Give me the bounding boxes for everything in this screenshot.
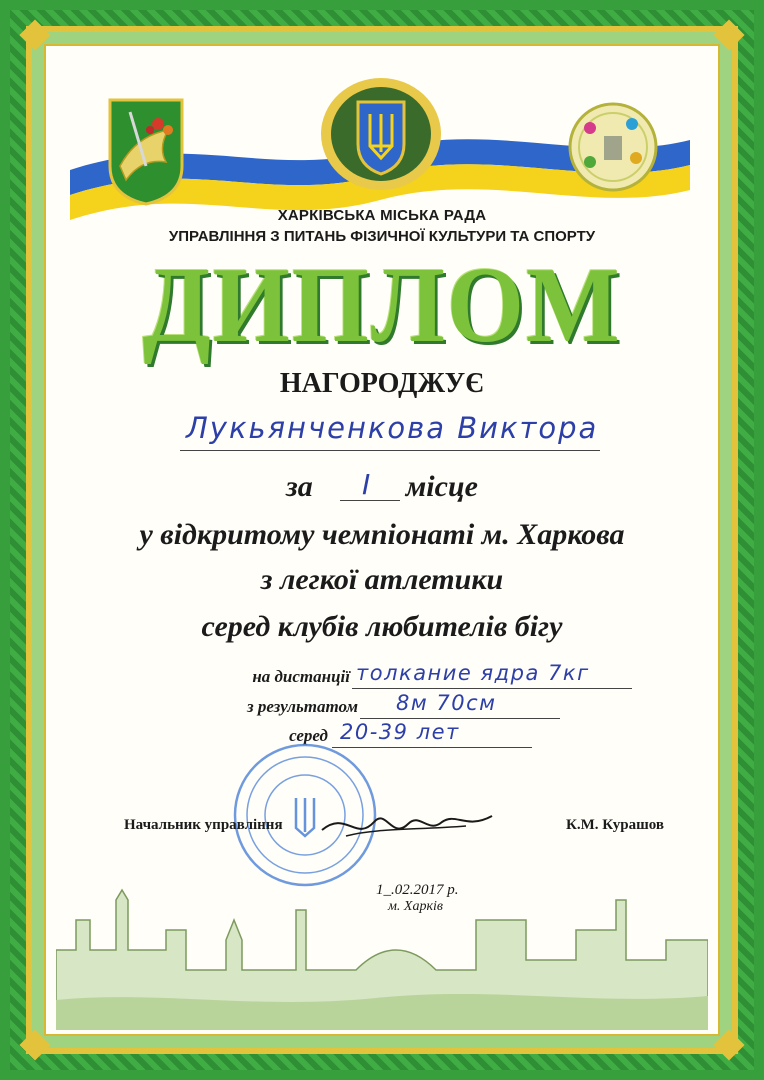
issue-city: м. Харків [388, 899, 444, 914]
among-value: 20-39 лет [340, 720, 460, 744]
result-label: з результатом [246, 697, 358, 716]
among-label: серед [289, 726, 328, 745]
event-line-1: у відкритому чемпіонаті м. Харкова [139, 518, 625, 551]
signatory-position: Начальник управління [124, 817, 283, 833]
event-line-3: серед клубів любителів бігу [201, 610, 563, 643]
event-line-2: з легкої атлетики [260, 563, 504, 596]
issue-date: 1_.02.2017 р. [376, 882, 459, 898]
distance-underline [352, 688, 632, 689]
ukraine-trident-seal-icon [318, 74, 444, 194]
organization-name: ХАРКІВСЬКА МІСЬКА РАДА [277, 207, 487, 224]
distance-value: толкание ядра 7кг [356, 661, 590, 685]
place-value: I [362, 468, 371, 501]
page-title: ДИПЛОМ [142, 246, 622, 365]
place-suffix: місце [405, 470, 478, 503]
department-name: УПРАВЛІННЯ З ПИТАНЬ ФІЗИЧНОЇ КУЛЬТУРИ ТА СПОРТУ [168, 228, 596, 245]
awards-label: НАГОРОДЖУЄ [279, 368, 485, 399]
kharkiv-coat-of-arms-icon [106, 96, 186, 206]
result-underline [360, 718, 560, 719]
result-value: 8м 70см [396, 691, 497, 715]
sports-emblem-icon [568, 102, 658, 192]
name-underline [180, 450, 600, 451]
place-line [0, 470, 764, 504]
signature-mark [316, 800, 496, 850]
signatory-name: К.М. Курашов [566, 817, 665, 833]
recipient-name: Лукьянченкова Виктора [186, 411, 599, 445]
place-prefix: за [286, 470, 313, 503]
city-skyline-illustration [56, 880, 708, 1030]
distance-label: на дистанції [252, 667, 350, 686]
place-underline [340, 500, 400, 501]
